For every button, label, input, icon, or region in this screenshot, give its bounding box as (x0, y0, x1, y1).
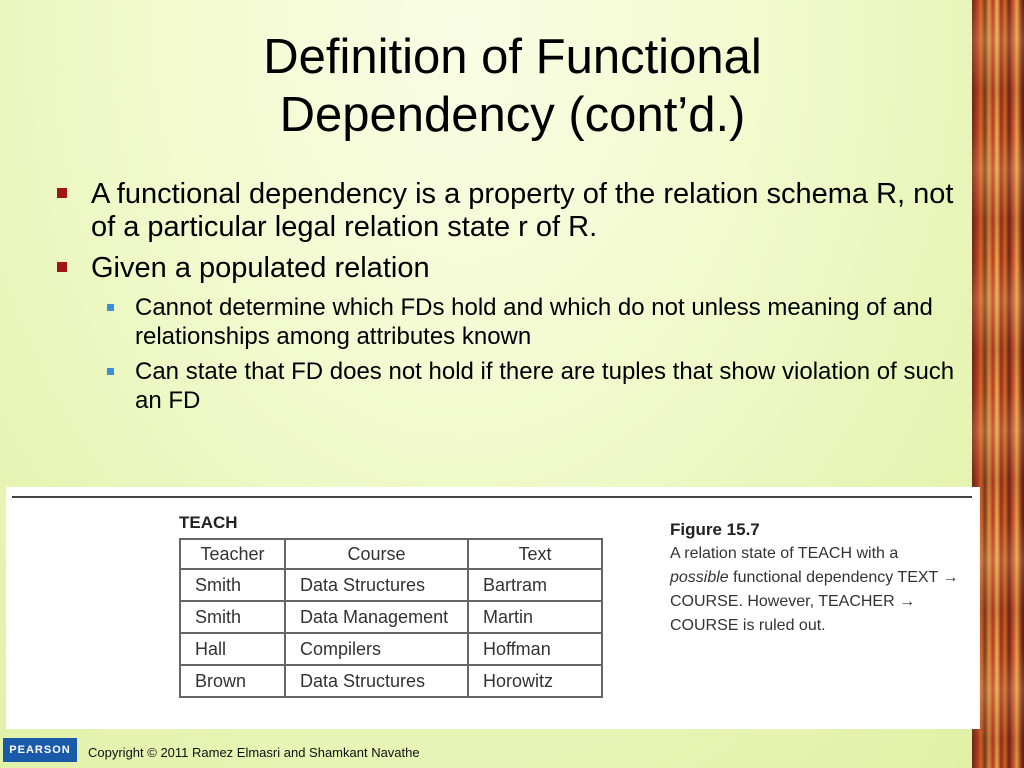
bullet-item (55, 252, 975, 285)
sub-bullet-item (55, 293, 975, 351)
column-header: Teacher (180, 539, 285, 569)
table-title: TEACH (179, 513, 238, 532)
table-cell: Hall (180, 633, 285, 665)
figure-caption (670, 518, 960, 638)
table-row (180, 569, 602, 601)
caption-text: A relation state of TEACH with a (670, 545, 899, 562)
table-cell: Data Structures (285, 569, 468, 601)
square-bullet-icon (107, 368, 114, 375)
caption-text: functional dependency TEXT → COURSE. However, TEACHER → COURSE is ruled out. (670, 569, 959, 634)
teach-table (179, 538, 603, 698)
slide-title (60, 28, 965, 144)
table-cell: Data Structures (285, 665, 468, 697)
table-cell: Data Management (285, 601, 468, 633)
table-cell: Smith (180, 601, 285, 633)
column-header: Course (285, 539, 468, 569)
bullet-item (55, 178, 975, 244)
table-cell: Smith (180, 569, 285, 601)
table-header-row (180, 539, 602, 569)
copyright-text: Copyright © 2011 Ramez Elmasri and Shamkant Navathe (88, 745, 420, 760)
table-cell: Hoffman (468, 633, 602, 665)
figure-panel (6, 487, 980, 729)
title-line-2: Dependency (cont’d.) (279, 88, 746, 142)
figure-label: Figure 15.7 (670, 520, 760, 539)
square-bullet-icon (57, 262, 67, 272)
table-cell: Horowitz (468, 665, 602, 697)
bullet-list (55, 178, 975, 421)
table-row (180, 633, 602, 665)
column-header: Text (468, 539, 602, 569)
title-line-1: Definition of Functional (263, 30, 762, 84)
pearson-logo (3, 738, 77, 762)
caption-italic-text: possible (670, 569, 729, 586)
logo-text: PEARSON (9, 744, 71, 756)
bullet-text: Given a populated relation (91, 252, 430, 284)
sub-bullet-item (55, 357, 975, 415)
table-cell: Bartram (468, 569, 602, 601)
square-bullet-icon (57, 188, 67, 198)
figure-divider (12, 496, 972, 498)
table-cell: Compilers (285, 633, 468, 665)
sub-bullet-text: Can state that FD does not hold if there are tuples that show violation of such an FD (135, 358, 955, 414)
table-cell: Brown (180, 665, 285, 697)
bullet-text: A functional dependency is a property of the relation schema R, not of a particular legal relation state r of R. (91, 178, 954, 243)
square-bullet-icon (107, 304, 114, 311)
table-cell: Martin (468, 601, 602, 633)
table-row (180, 665, 602, 697)
sub-bullet-text: Cannot determine which FDs hold and which do not unless meaning of and relationships among attributes known (135, 294, 933, 350)
table-row (180, 601, 602, 633)
